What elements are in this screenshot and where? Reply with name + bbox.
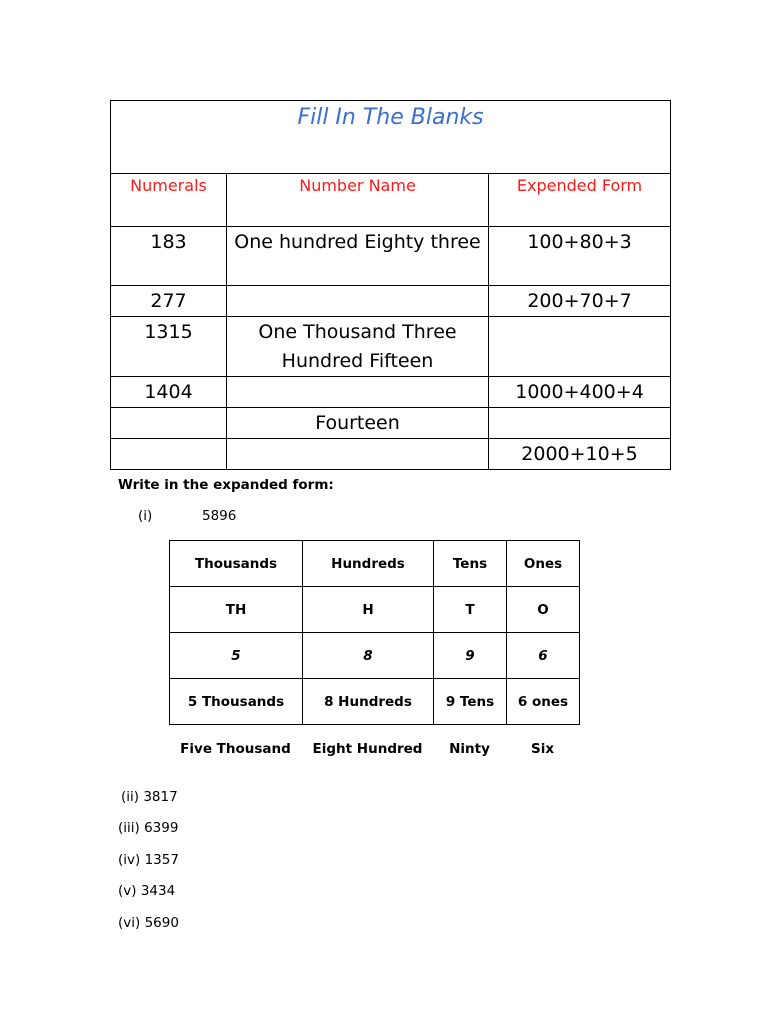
- pv-digit: 5: [170, 633, 303, 679]
- pv-digit: 9: [434, 633, 507, 679]
- table-row: [111, 377, 671, 408]
- exercise-item: (iii) 6399: [118, 820, 179, 836]
- cell-expanded-form[interactable]: [489, 408, 671, 439]
- pv-value: 5 Thousands: [170, 679, 303, 725]
- exercise-item: (v) 3434: [118, 883, 176, 899]
- cell-numeral: 277: [111, 286, 227, 317]
- pv-header: Thousands: [170, 541, 303, 587]
- table-row: [170, 587, 580, 633]
- table-row: [170, 633, 580, 679]
- cell-numeral[interactable]: [111, 439, 227, 470]
- cell-number-name: One hundred Eighty three: [227, 227, 489, 286]
- table-row: [111, 286, 671, 317]
- pv-abbrev: T: [434, 587, 507, 633]
- cell-number-name[interactable]: [227, 286, 489, 317]
- pv-abbrev: H: [303, 587, 434, 633]
- pv-word: Five Thousand: [180, 741, 291, 757]
- cell-expanded-form: 2000+10+5: [489, 439, 671, 470]
- fill-in-the-blanks-table: [110, 100, 671, 470]
- pv-value: 8 Hundreds: [303, 679, 434, 725]
- table-title: Fill In The Blanks: [111, 101, 671, 174]
- cell-expanded-form: 200+70+7: [489, 286, 671, 317]
- table-row: [170, 541, 580, 587]
- table-row: [111, 317, 671, 377]
- place-value-table: [169, 540, 580, 725]
- cell-number-name: Fourteen: [227, 408, 489, 439]
- cell-numeral[interactable]: [111, 408, 227, 439]
- section-heading: Write in the expanded form:: [118, 477, 334, 493]
- header-numerals: Numerals: [111, 174, 227, 227]
- pv-digit: 8: [303, 633, 434, 679]
- pv-word: Ninty: [449, 741, 490, 757]
- pv-value: 9 Tens: [434, 679, 507, 725]
- exercise-item: (vi) 5690: [118, 915, 179, 931]
- cell-numeral: 1315: [111, 317, 227, 377]
- pv-header: Tens: [434, 541, 507, 587]
- cell-expanded-form[interactable]: [489, 317, 671, 377]
- cell-number-name[interactable]: [227, 377, 489, 408]
- pv-word: Eight Hundred: [312, 741, 423, 757]
- cell-number-name: One Thousand Three Hundred Fifteen: [227, 317, 489, 377]
- pv-digit: 6: [507, 633, 580, 679]
- cell-numeral: 1404: [111, 377, 227, 408]
- cell-expanded-form: 100+80+3: [489, 227, 671, 286]
- table-row: [170, 679, 580, 725]
- pv-abbrev: TH: [170, 587, 303, 633]
- pv-value: 6 ones: [507, 679, 580, 725]
- header-expended-form: Expended Form: [489, 174, 671, 227]
- cell-number-name[interactable]: [227, 439, 489, 470]
- example-number: 5896: [202, 508, 237, 524]
- exercise-item: (iv) 1357: [118, 852, 179, 868]
- pv-word: Six: [530, 741, 555, 757]
- table-row: [111, 439, 671, 470]
- header-number-name: Number Name: [227, 174, 489, 227]
- table-row: [111, 227, 671, 286]
- exercise-item: (ii) 3817: [121, 789, 178, 805]
- cell-expanded-form: 1000+400+4: [489, 377, 671, 408]
- pv-header: Ones: [507, 541, 580, 587]
- table-row: [111, 408, 671, 439]
- pv-header: Hundreds: [303, 541, 434, 587]
- example-label: (i): [138, 508, 153, 524]
- cell-numeral: 183: [111, 227, 227, 286]
- pv-abbrev: O: [507, 587, 580, 633]
